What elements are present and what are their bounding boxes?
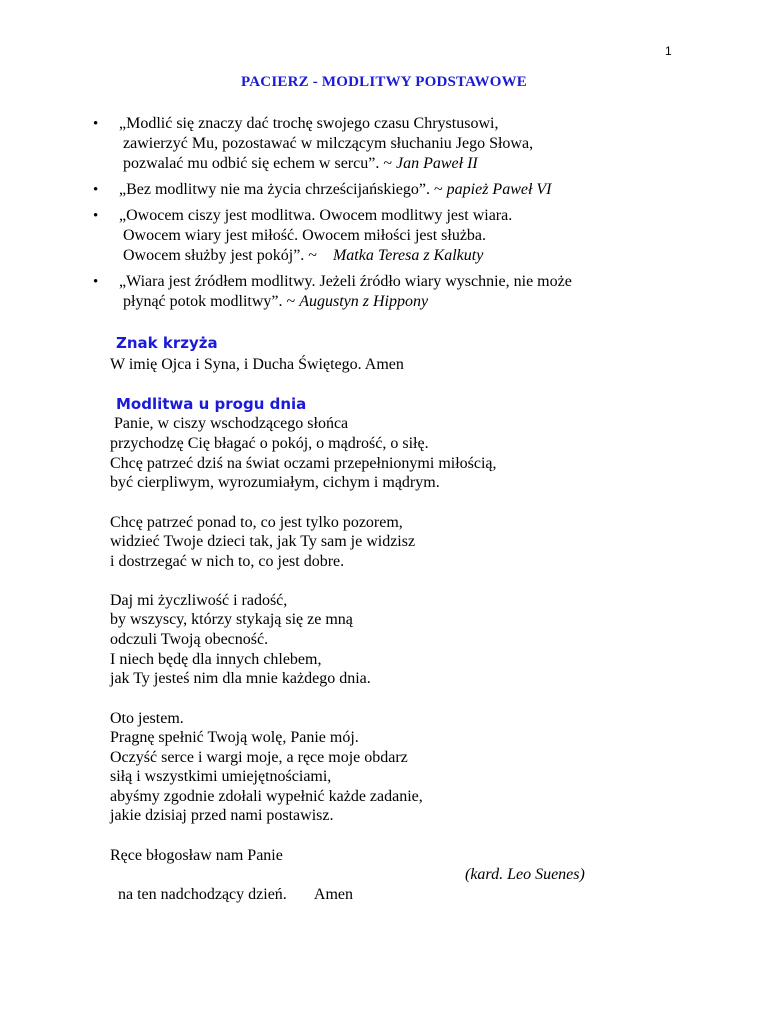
prayer-line: Oczyść serce i wargi moje, a ręce moje obdarz xyxy=(110,749,408,766)
quote-text: Owocem służby jest pokój”. ~ xyxy=(123,247,333,264)
page-number: 1 xyxy=(665,44,672,58)
prayer-line: Daj mi życzliwość i radość, xyxy=(110,592,288,609)
prayer-line: Panie, w ciszy wschodzącego słońca xyxy=(110,415,349,432)
prayer-line: jak Ty jesteś nim dla mnie każdego dnia. xyxy=(110,670,371,687)
section-heading-sign-of-cross: Znak krzyża xyxy=(116,334,218,352)
quote-line: „Modlić się znaczy dać trochę swojego czasu Chrystusowi, xyxy=(119,115,499,132)
prayer-line: przychodzę Cię błagać o pokój, o mądrość, o siłę. xyxy=(110,435,429,452)
prayer-line: abyśmy zgodnie zdołali wypełnić każde zadanie, xyxy=(110,788,423,805)
page-title: PACIERZ - MODLITWY PODSTAWOWE xyxy=(241,74,527,90)
quote-text: „Bez modlitwy nie ma życia chrześcijańskiego”. ~ xyxy=(119,181,447,198)
quote-text: pozwalać mu odbić się echem w sercu”. ~ xyxy=(123,155,396,172)
quote-line: „Owocem ciszy jest modlitwa. Owocem modlitwy jest wiara. xyxy=(119,207,513,224)
bullet-icon: • xyxy=(93,208,99,224)
quote-item xyxy=(93,272,693,312)
quote-text: płynąć potok modlitwy”. ~ xyxy=(123,293,300,310)
bullet-icon: • xyxy=(93,116,99,132)
bullet-icon: • xyxy=(93,182,99,198)
prayer-closing-line: Ręce błogosław nam Panie xyxy=(110,847,283,864)
prayer-line: być cierpliwym, wyrozumiałym, cichym i mądrym. xyxy=(110,474,440,491)
prayer-line: Chcę patrzeć ponad to, co jest tylko pozorem, xyxy=(110,514,403,531)
quote-line xyxy=(119,180,693,200)
quote-author: Augustyn z Hippony xyxy=(299,293,429,310)
quote-item xyxy=(93,206,693,266)
prayer-closing-line xyxy=(110,865,670,905)
prayer-closing-text: na ten nadchodzący dzień. Amen xyxy=(118,886,354,903)
quote-line: zawierzyć Mu, pozostawać w milczącym słuchaniu Jego Słowa, xyxy=(123,135,534,152)
prayer-line: odczuli Twoją obecność. xyxy=(110,631,269,648)
prayer-line: Oto jestem. xyxy=(110,710,184,727)
quote-author: Jan Paweł II xyxy=(396,155,478,172)
quote-line: Owocem wiary jest miłość. Owocem miłości jest służba. xyxy=(123,227,487,244)
quote-line xyxy=(119,292,693,312)
prayer-line: Chcę patrzeć dziś na świat oczami przepełnionymi miłością, xyxy=(110,455,497,472)
quote-item xyxy=(93,180,693,200)
quote-author: Matka Teresa z Kalkuty xyxy=(332,247,484,264)
prayer-line: widzieć Twoje dzieci tak, jak Ty sam je widzisz xyxy=(110,533,416,550)
prayer-line: I niech będę dla innych chlebem, xyxy=(110,651,322,668)
quote-line: „Wiara jest źródłem modlitwy. Jeżeli źródło wiary wyschnie, nie może xyxy=(119,273,572,290)
prayer-line: i dostrzegać w nich to, co jest dobre. xyxy=(110,553,345,570)
quote-line xyxy=(119,246,693,266)
quote-author: papież Paweł VI xyxy=(446,181,552,198)
prayer-line: Pragnę spełnić Twoją wolę, Panie mój. xyxy=(110,729,359,746)
prayer-line: siłą i wszystkimi umiejętnościami, xyxy=(110,768,332,785)
section-heading-morning-prayer: Modlitwa u progu dnia xyxy=(116,395,307,413)
bullet-icon: • xyxy=(93,274,99,290)
prayer-signature: (kard. Leo Suenes) xyxy=(465,866,585,883)
quotes-list xyxy=(93,114,693,318)
prayer-line: jakie dzisiaj przed nami postawisz. xyxy=(110,807,334,824)
quote-item xyxy=(93,114,693,174)
prayer-line: by wszyscy, którzy stykają się ze mną xyxy=(110,611,353,628)
sign-of-cross-text: W imię Ojca i Syna, i Ducha Świętego. Amen xyxy=(110,356,404,373)
quote-line xyxy=(119,154,693,174)
